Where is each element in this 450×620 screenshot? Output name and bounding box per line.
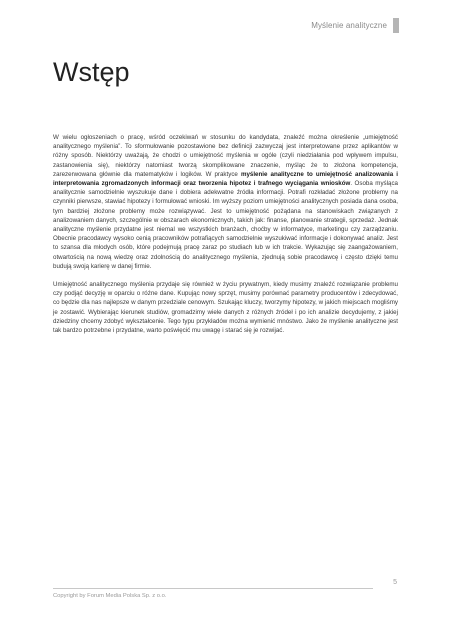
running-title: Myślenie analityczne (311, 20, 387, 30)
paragraph-2: Umiejętność analitycznego myślenia przydaje się również w życiu prywatnym, kiedy musimy znaleźć rozwiązanie problemu czy podjąć decyzję w oparciu o różne dane. Kupując nowy sprzęt, musimy porównać parametry producentów i zdecydować, co będzie dla nas najlepsze w danym przedziale cenowym. Szukając kluczy, tworzymy hipotezy, w jakich miejscach mogliśmy je zostawić. Wybierając kierunek studiów, gromadzimy wiele danych z różnych źródeł i po ich analizie decydujemy, z jakiej dziedziny chcemy zdobyć wykształcenie. Tego typu przykładów można wymienić mnóstwo. Jako że myślenie analityczne jest tak bardzo potrzebne i przydatne, warto poświęcić mu uwagę i starać się je rozwijać. (53, 281, 398, 335)
paragraph-1-part-b: . Osoba myśląca analitycznie samodzielnie wyszukuje dane i dobiera adekwatne źródła informacji. Potrafi rozkładać złożone problemy na czynniki pierwsze, stawiać hipotezy i formułować wnioski. Im wyższy poziom umiejętności analitycznych posiada dana osoba, tym bardziej złożone problemy może rozwiązywać. Jest to umiejętność pożądana na stanowiskach związanych z analizowaniem danych, szczególnie w obszarach ekonomicznych, takich jak: finanse, planowanie strategii, sprzedaż. Jednak analityczne myślenie przydatne jest niemal we wszystkich branżach, choćby w informatyce, marketingu czy zarządzaniu. Obecnie pracodawcy wysoko cenią pracowników potrafiących samodzielnie wyszukiwać informacje i dokonywać analiz. Jest to szansa dla młodych osób, które podejmują pracę zaraz po studiach lub w ich trakcie. Wykazując się zaangażowaniem, otwartością na nową wiedzę oraz zdolnością do analitycznego myślenia, zjednują sobie pracodawcę i często dzięki temu budują swoją karierę w danej firmie. (53, 180, 398, 270)
footer-divider (53, 588, 373, 589)
copyright-notice: Copyright by Forum Media Polska Sp. z o.o. (53, 593, 167, 599)
chapter-title: Wstęp (53, 57, 130, 87)
page-number: 5 (393, 579, 397, 586)
body-text (53, 133, 398, 344)
running-header (311, 17, 399, 33)
paragraph-1-bold-definition: myślenie analityczne to umiejętność analizowania i interpretowania zgromadzonych informacji oraz tworzenia hipotez i trafnego wyciągania wniosków (53, 170, 398, 188)
header-bar-decoration (393, 18, 399, 33)
paragraph-1-part-a: W wielu ogłoszeniach o pracę, wśród oczekiwań w stosunku do kandydata, znaleźć można określenie „umiejętność analitycznego myślenia”. To sformułowanie pozostawione bez definicji zazwyczaj jest interpretowane przez aplikantów w różny sposób. Niektórzy uważają, że chodzi o umiejętność myślenia w ogóle (czyli niedziałania pod wpływem impulsu, zastanowienia się), niektórzy natomiast tworzą skomplikowane znaczenie, myśląc że to złożona kompetencja, zarezerwowana głównie dla matematyków i logików. W praktyce (53, 134, 398, 178)
paragraph-1 (53, 133, 398, 271)
